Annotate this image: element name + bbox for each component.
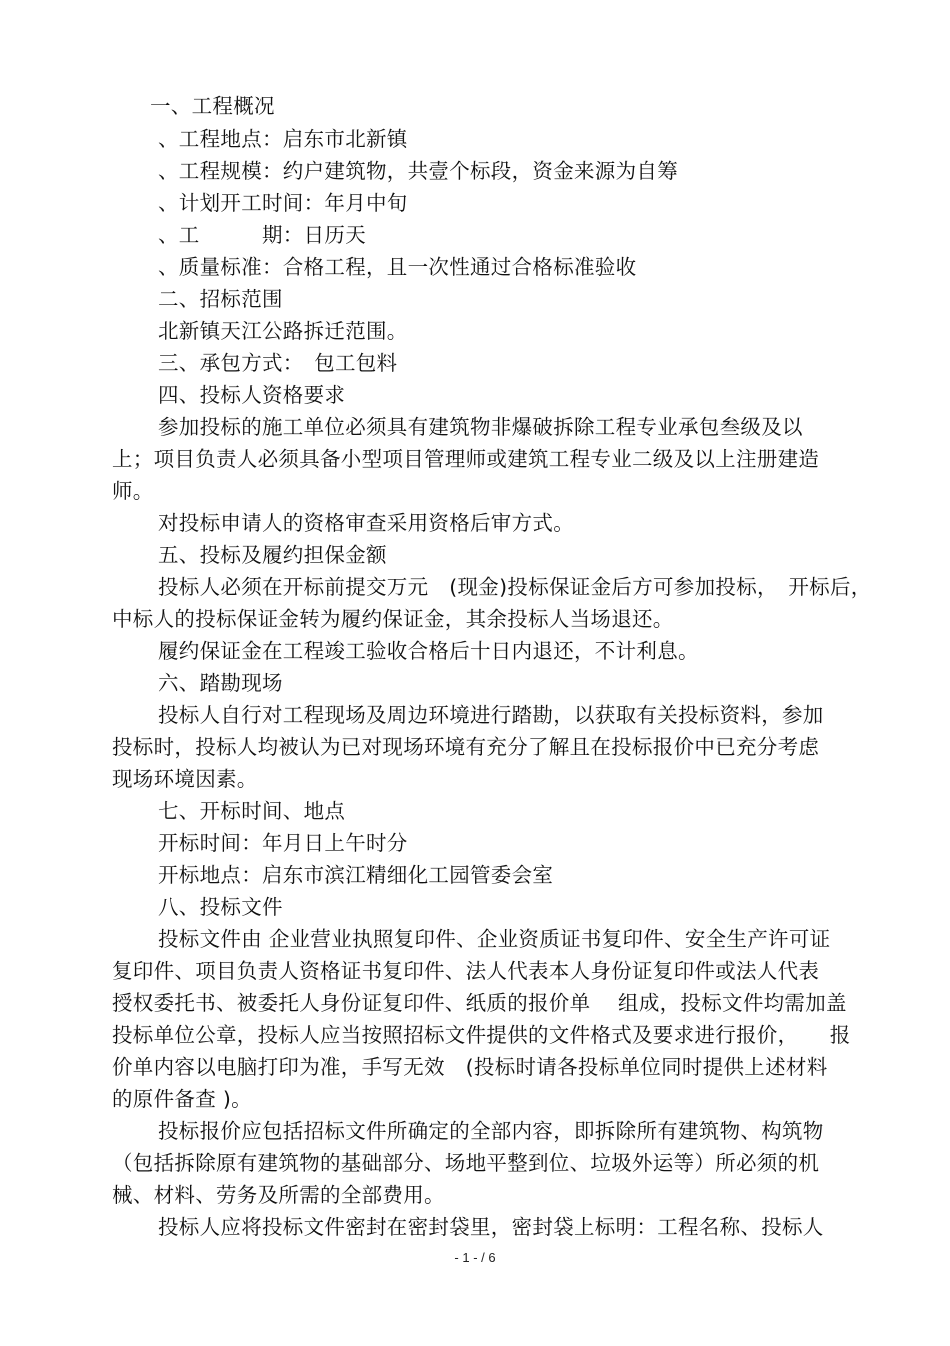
text-line: 复印件、项目负责人资格证书复印件、法人代表本人身份证复印件或法人代表 bbox=[112, 959, 820, 983]
text-line: 对投标申请人的资格审查采用资格后审方式。 bbox=[158, 511, 574, 535]
text-line: 、工 期：日历天 bbox=[158, 223, 366, 247]
text-line: 开标时间：年月日上午时分 bbox=[158, 831, 408, 855]
text-line: 北新镇天江公路拆迁范围。 bbox=[158, 319, 408, 343]
section-heading-2: 二、招标范围 bbox=[158, 287, 283, 311]
text-line: 投标人必须在开标前提交万元 (现金)投标保证金后方可参加投标， 开标后， bbox=[158, 575, 872, 599]
text-line: 投标时，投标人均被认为已对现场环境有充分了解且在投标报价中已充分考虑 bbox=[112, 735, 820, 759]
text-line: 参加投标的施工单位必须具有建筑物非爆破拆除工程专业承包叁级及以 bbox=[158, 415, 803, 439]
section-heading-3: 三、承包方式： 包工包料 bbox=[158, 351, 398, 375]
text-line: 上；项目负责人必须具备小型项目管理师或建筑工程专业二级及以上注册建造 bbox=[112, 447, 820, 471]
section-heading-6: 六、踏勘现场 bbox=[158, 671, 283, 695]
text-line: 履约保证金在工程竣工验收合格后十日内退还，不计利息。 bbox=[158, 639, 699, 663]
text-line: 投标文件由 企业营业执照复印件、企业资质证书复印件、安全生产许可证 bbox=[158, 927, 831, 951]
text-line: 、工程规模：约户建筑物，共壹个标段，资金来源为自筹 bbox=[158, 159, 678, 183]
section-heading-8: 八、投标文件 bbox=[158, 895, 283, 919]
text-line: 的原件备查 )。 bbox=[112, 1087, 252, 1111]
section-heading-5: 五、投标及履约担保金额 bbox=[158, 543, 387, 567]
text-line: 授权委托书、被委托人身份证复印件、纸质的报价单 组成，投标文件均需加盖 bbox=[112, 991, 847, 1015]
text-line: 中标人的投标保证金转为履约保证金，其余投标人当场退还。 bbox=[112, 607, 674, 631]
text-line: 投标人应将投标文件密封在密封袋里，密封袋上标明：工程名称、投标人 bbox=[158, 1215, 824, 1239]
text-line: 价单内容以电脑打印为准，手写无效 (投标时请各投标单位同时提供上述材料 bbox=[112, 1055, 828, 1079]
text-line: 师。 bbox=[112, 479, 154, 503]
section-heading-7: 七、开标时间、地点 bbox=[158, 799, 346, 823]
text-line: 、计划开工时间：年月中旬 bbox=[158, 191, 408, 215]
text-line: 投标单位公章，投标人应当按照招标文件提供的文件格式及要求进行报价， 报 bbox=[112, 1023, 851, 1047]
text-line: 、工程地点：启东市北新镇 bbox=[158, 127, 408, 151]
text-line: 开标地点：启东市滨江精细化工园管委会室 bbox=[158, 863, 554, 887]
page-number: - 1 - / 6 bbox=[454, 1250, 496, 1265]
text-line: 械、材料、劳务及所需的全部费用。 bbox=[112, 1183, 445, 1207]
text-line: 投标人自行对工程现场及周边环境进行踏勘，以获取有关投标资料，参加 bbox=[158, 703, 824, 727]
text-line: （包括拆除原有建筑物的基础部分、场地平整到位、垃圾外运等）所必须的机 bbox=[112, 1151, 820, 1175]
text-line: 现场环境因素。 bbox=[112, 767, 258, 791]
text-line: 、质量标准：合格工程，且一次性通过合格标准验收 bbox=[158, 255, 637, 279]
text-line: 投标报价应包括招标文件所确定的全部内容，即拆除所有建筑物、构筑物 bbox=[158, 1119, 824, 1143]
section-heading-1: 一、工程概况 bbox=[150, 94, 275, 118]
section-heading-4: 四、投标人资格要求 bbox=[158, 383, 346, 407]
